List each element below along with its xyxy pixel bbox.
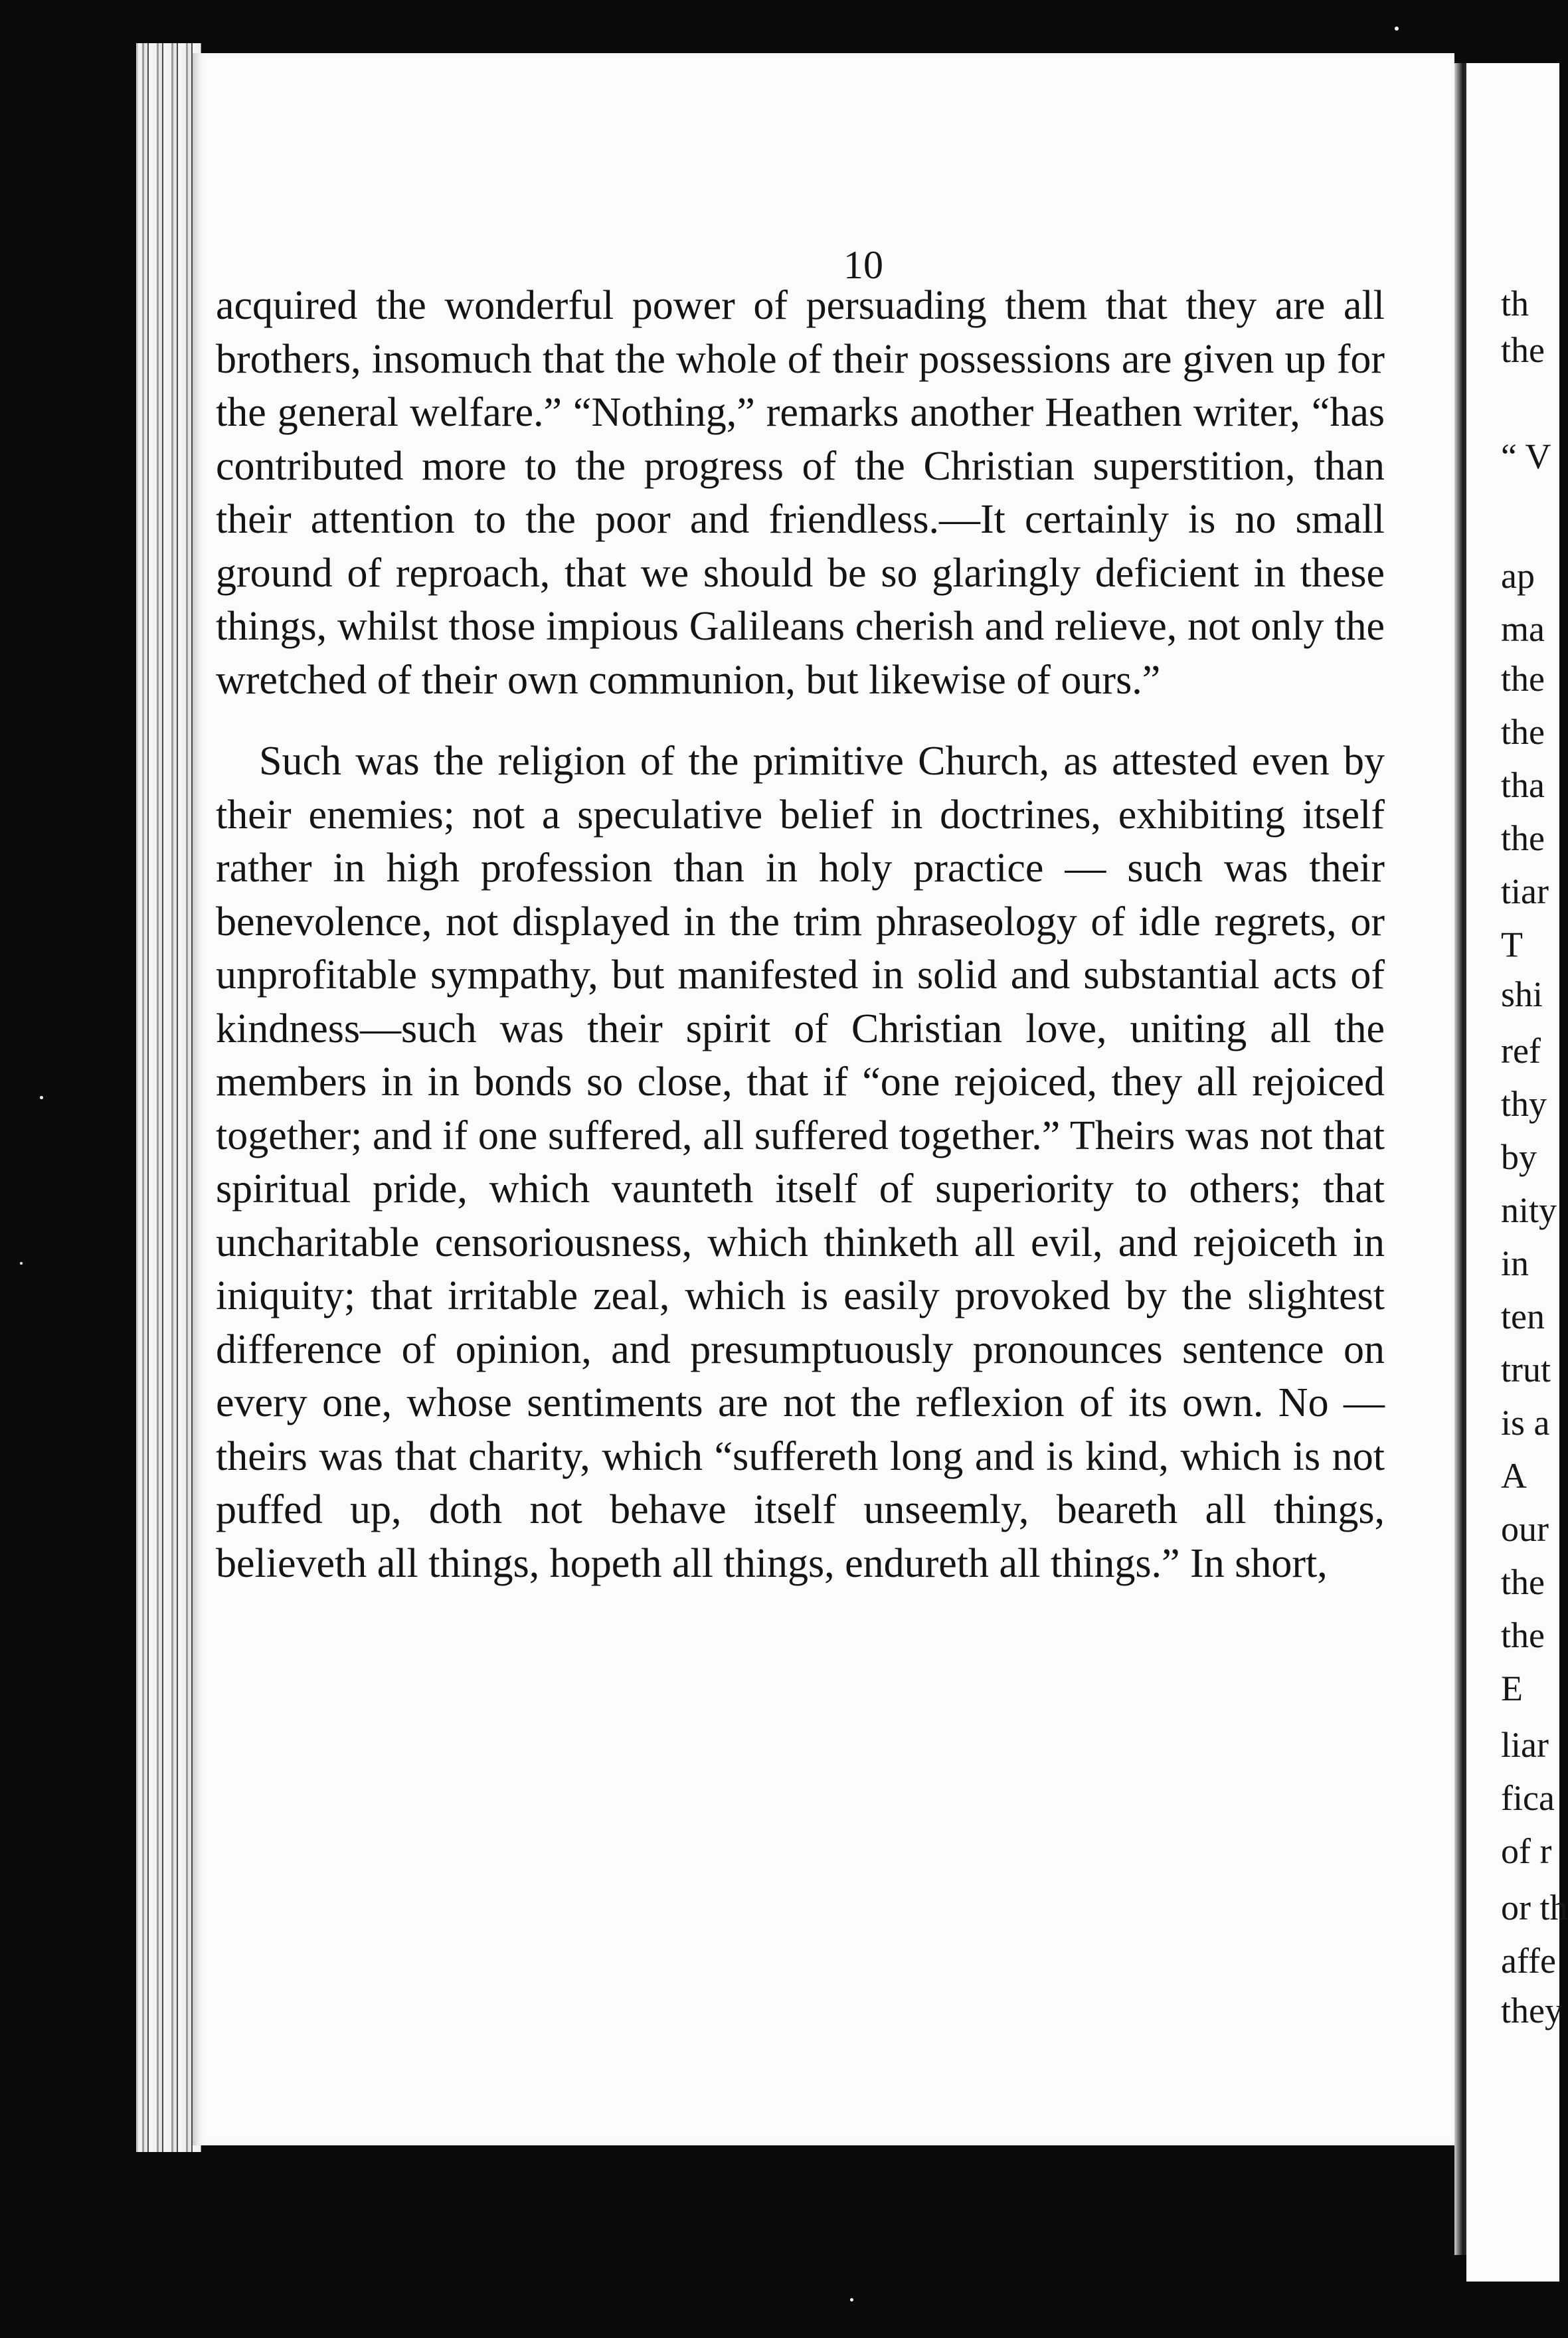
facing-page-fragment: is a [1501,1403,1550,1443]
facing-page-fragment: ref [1501,1031,1541,1071]
book-gutter [1454,63,1466,2255]
facing-page-fragment: the [1501,1615,1545,1655]
facing-page-fragment: tha [1501,765,1545,805]
facing-page-fragment: ap [1501,556,1535,596]
facing-page-fragment: thy [1501,1084,1547,1124]
facing-page-fragment: the [1501,659,1545,699]
facing-page-fragment: they [1501,1991,1563,2030]
facing-page-fragment: by [1501,1137,1537,1177]
dust-speck [1395,27,1399,31]
page-edge-stack [136,43,201,2152]
facing-page-fragment: T [1501,925,1523,964]
facing-page-fragment: ma [1501,609,1545,649]
facing-page-fragment: A [1501,1456,1527,1496]
facing-page-fragment: tiar [1501,871,1549,911]
facing-page-fragment: th [1501,284,1529,323]
dust-speck [20,1262,23,1265]
facing-page-fragment: in [1501,1243,1529,1283]
facing-page-fragment: or th [1501,1888,1568,1928]
facing-page-fragment: of r [1501,1831,1552,1871]
facing-page [1466,63,1568,2282]
facing-page-fragment: trut [1501,1350,1551,1390]
facing-page-fragment: the [1501,712,1545,752]
dust-speck [40,1096,43,1099]
facing-page-fragment: fica [1501,1778,1555,1818]
page-number: 10 [843,243,883,287]
dust-speck [850,2298,853,2301]
facing-page-fragment: affe [1501,1941,1556,1981]
facing-page-fragment: shi [1501,974,1543,1014]
paragraph-2: Such was the religion of the primitive Church, as attested even by their enemies; not a speculative belief in doctrines, exhibiting itself rather in high profession than in holy practice — such was their benevolence, not displayed in the trim phraseology of idle regrets, or unprofitable sympathy, but manifested in solid and substantial acts of kindness—such was their spirit of Christian love, uniting all the members in in bonds so close, that if “one rejoiced, they all rejoiced together; and if one suffered, all suffered together.” Theirs was not that spiritual pride, which vaunteth itself of superiority to others; that uncharitable censoriousness, which thinketh all evil, and rejoiceth in iniquity; that irritable zeal, which is easily provoked by the slightest difference of opinion, and presumptuously pronounces sentence on every one, whose sentiments are not the reflexion of its own. No — theirs was that charity, which “suffereth long and is kind, which is not puffed up, doth not behave itself unseemly, beareth all things, believeth all things, hopeth all things, endureth all things.” In short, [216,739,1385,1586]
body-text [216,279,1385,1590]
paragraph-1: acquired the wonderful power of persuading them that they are all brothers, insomuch that the whole of their possessions are given up for the general welfare.” “Nothing,” remarks another Heathen writer, “has contributed more to the progress of the Christian superstition, than their attention to the poor and friendless.—It certainly is no small ground of reproach, that we should be so glaringly deficient in these things, whilst those impious Galileans cherish and relieve, not only the wretched of their own communion, but likewise of ours.” [216,283,1385,703]
facing-page-fragment: E [1501,1668,1523,1708]
facing-page-fragment: the [1501,330,1545,370]
facing-page-fragment: the [1501,1562,1545,1602]
facing-page-fragment: the [1501,818,1545,858]
facing-page-fragment: liar [1501,1725,1549,1765]
facing-page-fragment: ten [1501,1297,1545,1336]
facing-page-fragment: nity [1501,1190,1557,1230]
facing-page-fragment: “ V [1501,436,1551,476]
facing-page-fragment: our [1501,1509,1549,1549]
